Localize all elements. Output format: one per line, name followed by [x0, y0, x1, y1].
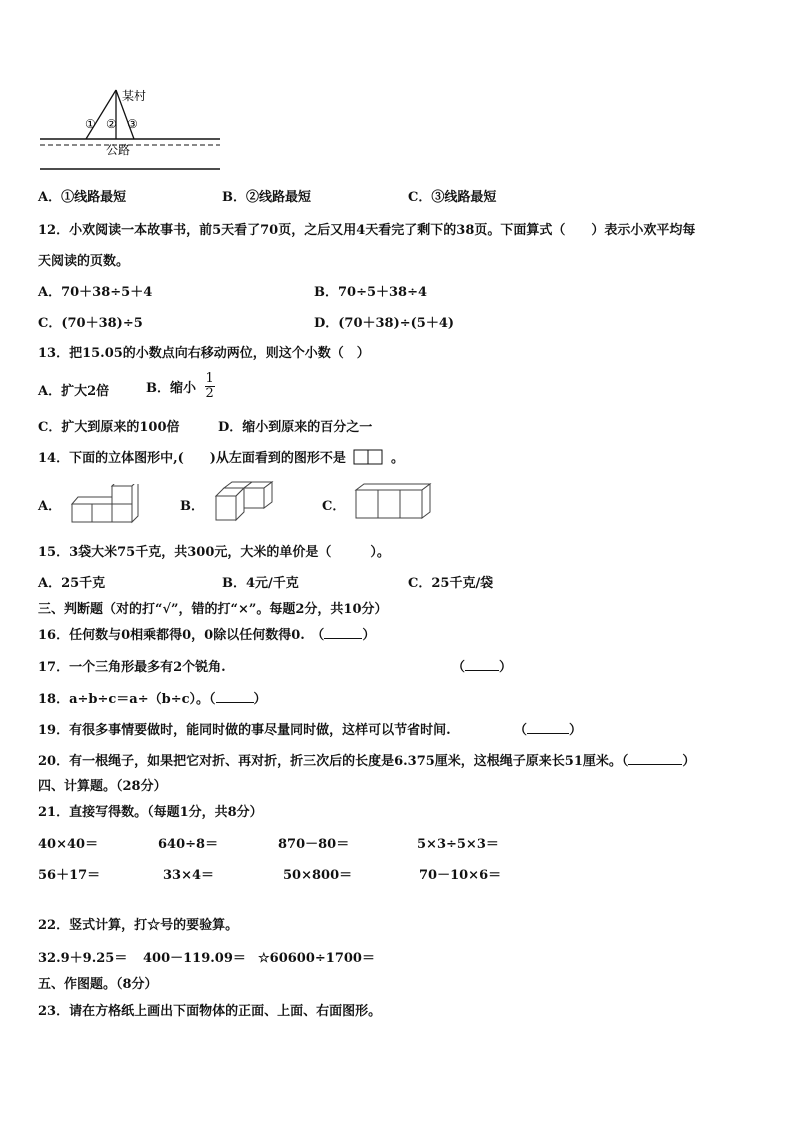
q21-item-3: 870－80＝: [278, 837, 350, 852]
q18-answer-blank[interactable]: [216, 702, 254, 703]
q18-paren-close: ）: [253, 692, 267, 707]
q13-fraction: [205, 372, 215, 401]
route-label-2: ②: [106, 117, 117, 131]
q12-option-a[interactable]: A．70＋38÷5＋4: [38, 285, 153, 300]
q13-option-d[interactable]: D．缩小到原来的百分之一: [218, 420, 373, 435]
q14-stem-text: 14．下面的立体图形中,( )从左面看到的图形不是: [38, 451, 346, 466]
q12-option-d[interactable]: D．(70＋38)÷(5＋4): [314, 316, 455, 331]
q23-stem: 23．请在方格纸上画出下面物体的正面、上面、右面图形。: [38, 1004, 382, 1019]
q12-option-b[interactable]: B．70÷5＋38÷4: [314, 285, 428, 300]
q21-item-5: 56＋17＝: [38, 868, 101, 883]
q21-item-1: 40×40＝: [38, 837, 99, 852]
q13-stem: 13．把15.05的小数点向右移动两位，则这个小数（ ）: [38, 346, 370, 361]
q14-option-a-label[interactable]: A．: [38, 499, 62, 514]
section-5-heading: 五、作图题。（8分）: [38, 977, 158, 992]
q11-option-b[interactable]: B．②线路最短: [222, 190, 311, 205]
q15-stem: 15．3袋大米75千克，共300元，大米的单价是（ ）。: [38, 545, 390, 560]
q16-paren-close: ）: [362, 628, 376, 643]
q15-option-c[interactable]: C．25千克/袋: [408, 576, 494, 591]
q22-stem: 22．竖式计算，打☆号的要验算。: [38, 918, 239, 933]
q15-option-b[interactable]: B．4元/千克: [222, 576, 299, 591]
q21-item-7: 50×800＝: [283, 868, 353, 883]
q13-fraction-denominator: 2: [205, 386, 214, 401]
q16-text: 16．任何数与0相乘都得0，0除以任何数得0. （: [38, 628, 325, 643]
q22-item-3: ☆60600÷1700＝: [258, 951, 375, 966]
q21-item-6: 33×4＝: [163, 868, 215, 883]
q14-option-b-label[interactable]: B．: [180, 499, 204, 514]
route-label-3: ③: [127, 117, 138, 131]
q19-paren-close: ）: [569, 723, 583, 738]
q20: [38, 750, 695, 769]
q17-paren-open: （: [452, 660, 466, 675]
q12-stem-line1: 12．小欢阅读一本故事书，前5天看了70页，之后又用4天看完了剩下的38页。下面算式（ ）表示小欢平均每: [38, 223, 696, 238]
q12-stem-line2: 天阅读的页数。: [38, 254, 130, 269]
village-label: 某村: [122, 89, 147, 103]
q21-item-8: 70－10×6＝: [419, 868, 502, 883]
q19-text: 19．有很多事情要做时，能同时做的事尽量同时做，这样可以节省时间.: [38, 723, 451, 738]
q22-item-2: 400－119.09＝: [143, 951, 246, 966]
q17-paren-close: ）: [499, 660, 513, 675]
q16-answer-blank[interactable]: [324, 638, 362, 639]
q22-item-1: 32.9＋9.25＝: [38, 951, 128, 966]
q13-option-b-prefix: B．缩小: [146, 381, 196, 396]
q16: [38, 624, 375, 643]
q14-option-c-figure[interactable]: [352, 482, 436, 522]
route-diagram: [36, 82, 226, 174]
q15-option-a[interactable]: A．25千克: [38, 576, 106, 591]
q20-paren-close: ）: [682, 754, 696, 769]
q18: [38, 688, 267, 707]
q14-option-b-figure[interactable]: [210, 480, 286, 528]
q14-option-a-figure[interactable]: [68, 484, 158, 526]
q11-option-c[interactable]: C．③线路最短: [408, 190, 497, 205]
q19-paren-open: （: [514, 723, 528, 738]
q18-text: 18．a÷b÷c＝a÷（b÷c）。（: [38, 692, 216, 707]
q14-stem-end: 。: [390, 451, 404, 466]
q19-answer[interactable]: [514, 719, 582, 738]
q20-text: 20．有一根绳子，如果把它对折、再对折，折三次后的长度是6.375厘米，这根绳子原来长51厘米。（: [38, 754, 629, 769]
road-label: 公路: [106, 143, 131, 157]
q17-answer[interactable]: [452, 656, 512, 675]
q11-option-a[interactable]: A．①线路最短: [38, 190, 127, 205]
q13-fraction-numerator: 1: [205, 371, 214, 386]
q21-item-4: 5×3÷5×3＝: [417, 837, 499, 852]
q12-option-c[interactable]: C．(70＋38)÷5: [38, 316, 143, 331]
route-label-1: ①: [85, 117, 96, 131]
two-square-view-icon: [353, 449, 383, 465]
q20-answer-blank[interactable]: [628, 764, 682, 765]
q13-option-a[interactable]: A．扩大2倍: [38, 384, 110, 399]
section-3-heading: 三、判断题（对的打“√”，错的打“×”。每题2分，共10分）: [38, 602, 388, 617]
q17-answer-blank[interactable]: [465, 670, 499, 671]
q21-stem: 21．直接写得数。（每题1分，共8分）: [38, 805, 263, 820]
q19-answer-blank[interactable]: [527, 733, 569, 734]
section-4-heading: 四、计算题。（28分）: [38, 779, 167, 794]
q14-stem: [38, 447, 404, 466]
q21-item-2: 640÷8＝: [158, 837, 219, 852]
q17-text: 17．一个三角形最多有2个锐角.: [38, 660, 226, 675]
q13-option-c[interactable]: C．扩大到原来的100倍: [38, 420, 180, 435]
q13-option-b[interactable]: [146, 372, 215, 401]
q14-option-c-label[interactable]: C．: [322, 499, 346, 514]
